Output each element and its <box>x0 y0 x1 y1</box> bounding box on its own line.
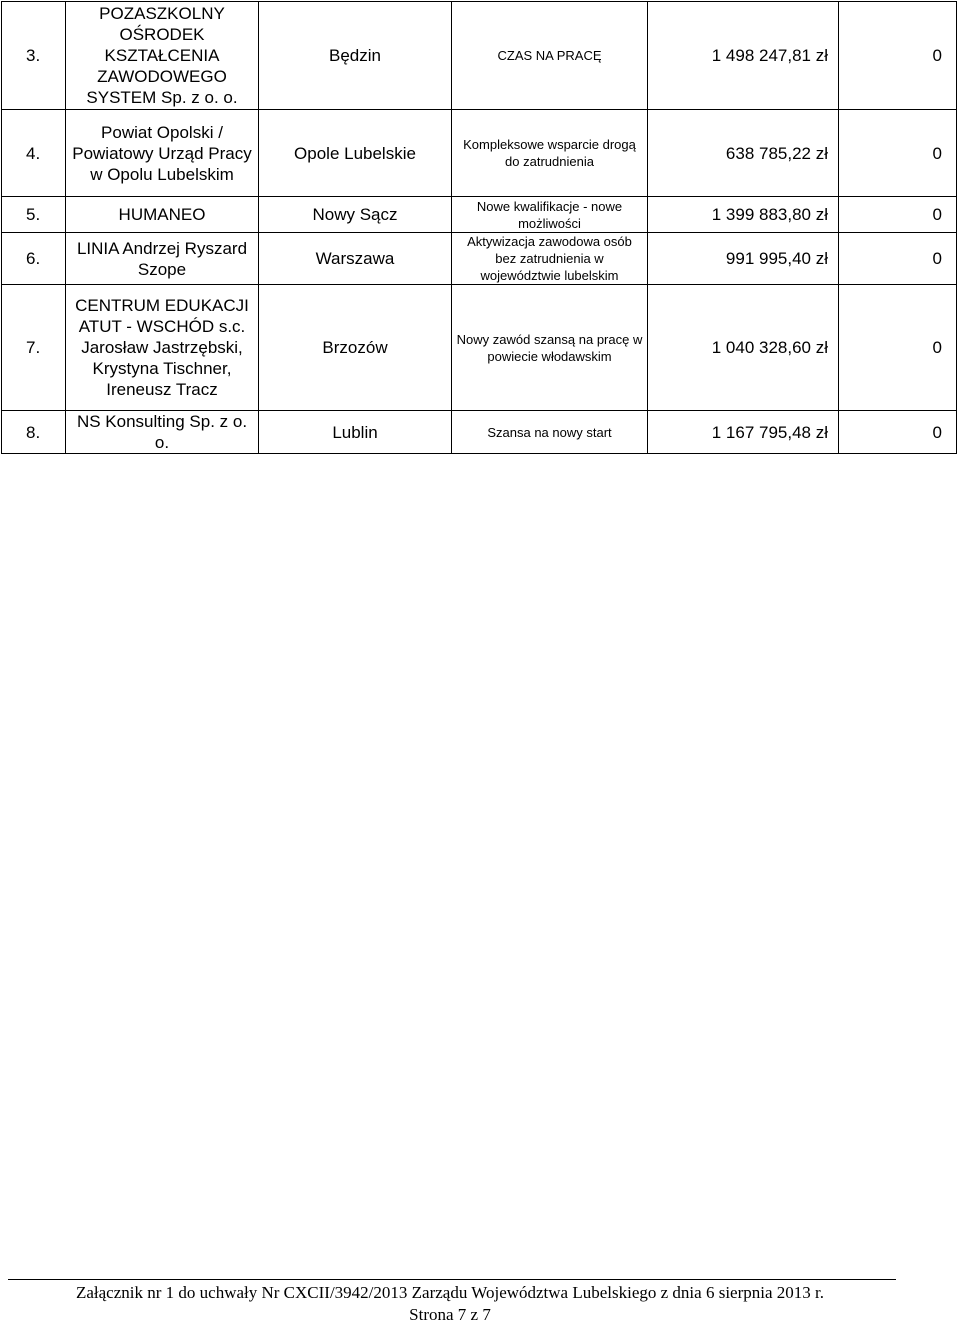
extra-value: 0 <box>839 285 957 411</box>
table-row <box>2 2 957 110</box>
grant-amount: 1 498 247,81 zł <box>648 2 839 110</box>
extra-value: 0 <box>839 2 957 110</box>
row-number: 5. <box>2 197 66 233</box>
table-row <box>2 197 957 233</box>
applicant-name: HUMANEO <box>66 197 259 233</box>
page-number: Strona 7 z 7 <box>409 1305 491 1324</box>
applicant-city: Opole Lubelskie <box>259 110 452 197</box>
grant-amount: 1 399 883,80 zł <box>648 197 839 233</box>
grant-amount: 1 167 795,48 zł <box>648 411 839 454</box>
row-number: 6. <box>2 233 66 285</box>
grants-table <box>1 1 957 454</box>
table-row <box>2 285 957 411</box>
applicant-city: Będzin <box>259 2 452 110</box>
project-title: Szansa na nowy start <box>452 411 648 454</box>
project-title: Aktywizacja zawodowa osób bez zatrudnienia w województwie lubelskim <box>452 233 648 285</box>
extra-value: 0 <box>839 110 957 197</box>
row-number: 7. <box>2 285 66 411</box>
applicant-name: Powiat Opolski / Powiatowy Urząd Pracy w Opolu Lubelskim <box>66 110 259 197</box>
grant-amount: 638 785,22 zł <box>648 110 839 197</box>
applicant-city: Nowy Sącz <box>259 197 452 233</box>
footer-divider <box>8 1279 896 1280</box>
row-number: 3. <box>2 2 66 110</box>
extra-value: 0 <box>839 197 957 233</box>
applicant-name: LINIA Andrzej Ryszard Szope <box>66 233 259 285</box>
applicant-name: CENTRUM EDUKACJI ATUT - WSCHÓD s.c. Jarosław Jastrzębski, Krystyna Tischner, Ireneusz Tracz <box>66 285 259 411</box>
grant-amount: 991 995,40 zł <box>648 233 839 285</box>
extra-value: 0 <box>839 233 957 285</box>
project-title: Nowe kwalifikacje - nowe możliwości <box>452 197 648 233</box>
table-row <box>2 233 957 285</box>
row-number: 4. <box>2 110 66 197</box>
project-title: Nowy zawód szansą na pracę w powiecie włodawskim <box>452 285 648 411</box>
applicant-city: Brzozów <box>259 285 452 411</box>
extra-value: 0 <box>839 411 957 454</box>
footer-note: Załącznik nr 1 do uchwały Nr CXCII/3942/2013 Zarządu Województwa Lubelskiego z dnia 6 sierpnia 2013 r. <box>75 1283 824 1302</box>
row-number: 8. <box>2 411 66 454</box>
applicant-name: POZASZKOLNY OŚRODEK KSZTAŁCENIA ZAWODOWEGO SYSTEM Sp. z o. o. <box>66 2 259 110</box>
applicant-city: Lublin <box>259 411 452 454</box>
applicant-name: NS Konsulting Sp. z o. o. <box>66 411 259 454</box>
grant-amount: 1 040 328,60 zł <box>648 285 839 411</box>
project-title: Kompleksowe wsparcie drogą do zatrudnienia <box>452 110 648 197</box>
applicant-city: Warszawa <box>259 233 452 285</box>
table-row <box>2 411 957 454</box>
table-row <box>2 110 957 197</box>
project-title: CZAS NA PRACĘ <box>452 2 648 110</box>
